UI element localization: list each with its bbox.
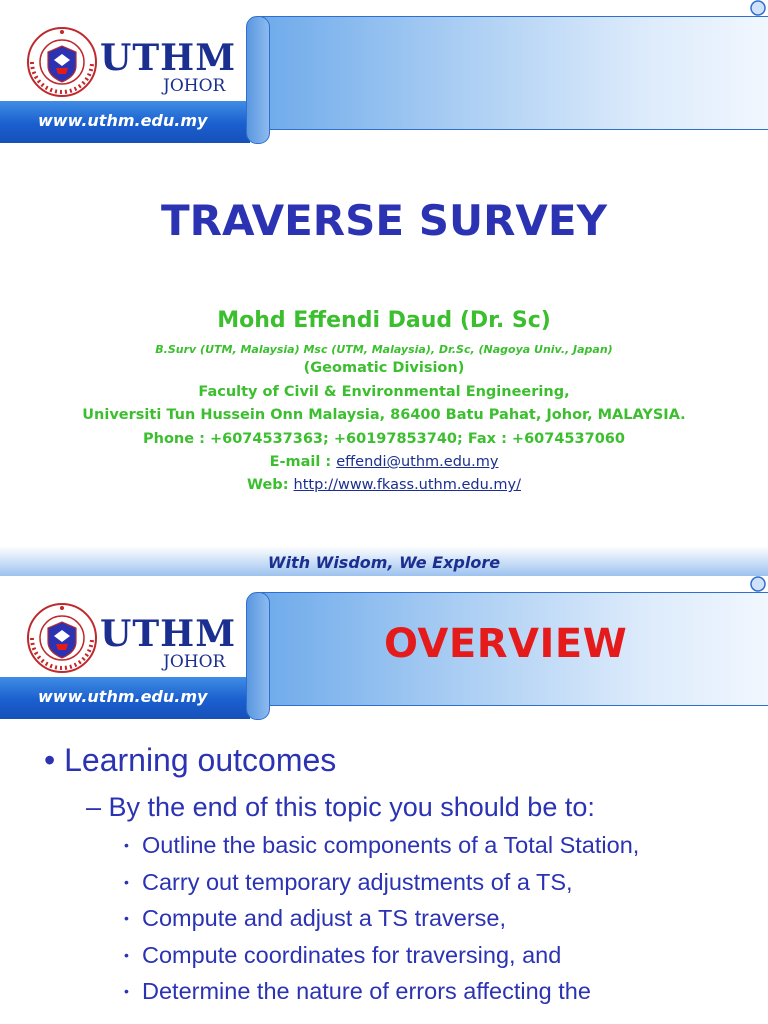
campus-name: JOHOR [163,76,226,96]
web-label: Web: [247,477,294,493]
list-item-text: Carry out temporary adjustments of a TS, [142,868,573,895]
url-banner [0,101,250,143]
list-item [124,869,639,906]
list-item-text: Outline the basic components of a Total Station, [142,832,640,858]
scroll-knob-icon [748,576,768,596]
list-item [124,905,639,942]
uthm-seal-icon [22,20,102,100]
phone-fax: Phone : +6074537363; +60197853740; Fax : +6074537060 [143,431,625,447]
bullet-dot: • [124,837,129,853]
brand-name: UTHM [100,37,237,79]
bullet-dot: • [124,946,129,963]
url-banner [0,677,250,719]
slide-overview [0,576,768,1024]
footer-bar [0,546,768,576]
email-line [0,454,768,471]
website-url: www.uthm.edu.my [38,111,208,130]
uthm-logo [0,576,250,726]
author-name: Mohd Effendi Daud (Dr. Sc) [217,308,551,333]
address: Universiti Tun Hussein Onn Malaysia, 86400 Batu Pahat, Johor, MALAYSIA. [82,407,686,423]
slide-title-heading: TRAVERSE SURVEY [160,196,608,245]
email-link[interactable]: effendi@uthm.edu.my [336,454,499,470]
bullet-dot: • [124,910,129,926]
sub-bullet-text: By the end of this topic you should be to: [108,792,595,822]
faculty: Faculty of Civil & Environmental Engineering, [198,384,570,400]
overview-title: OVERVIEW [384,621,628,667]
list-item-text: Determine the nature of errors affecting the [142,978,591,1004]
uthm-logo [0,0,250,150]
bullet-marker: • [44,742,56,778]
list-item [124,832,639,869]
web-line [0,477,768,494]
bullet-dot: • [124,873,129,890]
list-item [124,978,639,1015]
email-label: E-mail : [269,454,337,470]
division: (Geomatic Division) [303,360,465,376]
web-link[interactable]: http://www.fkass.uthm.edu.my/ [293,477,521,493]
list-item [124,942,639,979]
scroll-curl [246,592,270,720]
outcome-list [124,832,639,1015]
dash-marker: – [86,792,102,822]
motto: With Wisdom, We Explore [267,553,501,572]
scroll-knob-icon [748,0,768,20]
list-item-text: Compute and adjust a TS traverse, [142,905,507,931]
bullet-dot: • [124,983,129,999]
sub-bullet [86,792,595,823]
bullet-text: Learning outcomes [64,742,337,778]
website-url: www.uthm.edu.my [38,687,208,706]
campus-name: JOHOR [163,652,226,672]
brand-name: UTHM [100,613,237,655]
scroll-curl [246,16,270,144]
uthm-seal-icon [22,596,102,676]
author-credentials: B.Surv (UTM, Malaysia) Msc (UTM, Malaysia), Dr.Sc, (Nagoya Univ., Japan) [155,343,613,356]
scroll-banner [246,16,768,130]
list-item-text: Compute coordinates for traversing, and [142,941,562,968]
bullet-learning-outcomes [44,742,336,779]
